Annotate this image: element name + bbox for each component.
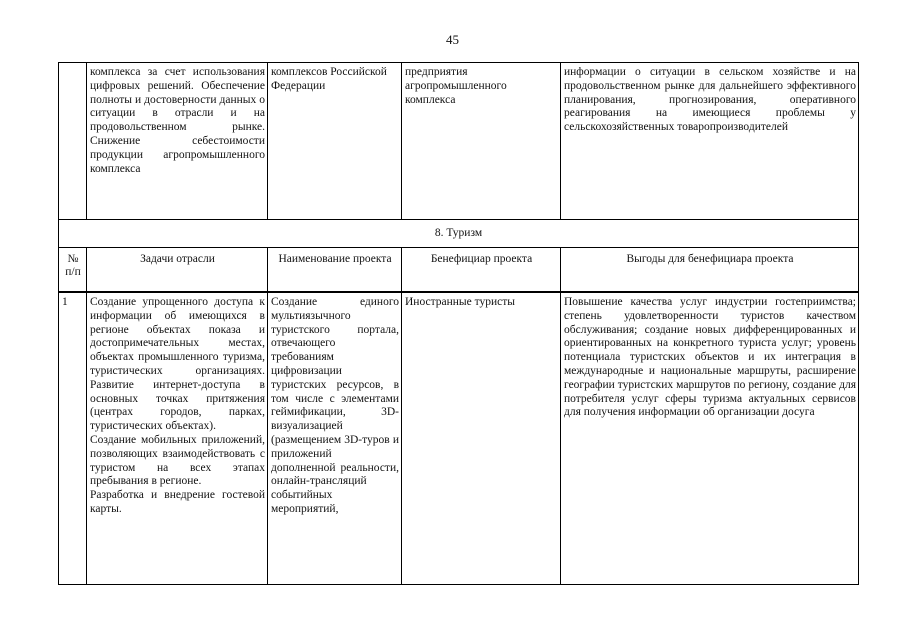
cell-tasks xyxy=(87,293,268,585)
projects-table xyxy=(58,62,859,585)
header-num: № п/п xyxy=(59,248,87,292)
cell-project: Создание единого мультиязычного туристского портала, отвечающего требованиям цифровизации туристских ресурсов, в том числе с элементами геймификации, 3D-визуализацией (размещением 3D-туров и приложений дополненной реальности, онлайн-трансляций событийных мероприятий, xyxy=(268,293,402,585)
task-paragraph: Создание упрощенного доступа к информации об имеющихся в регионе объектах показа и достопримечательных местах, объектах промышленного туризма, туристических организациях. Развитие интернет-доступа в основных точках притяжения (центрах городов, парках, туристических объектах). xyxy=(90,296,265,433)
table-row-continuation xyxy=(59,63,859,220)
cell-benefits: информации о ситуации в сельском хозяйстве и на продовольственном рынке для дальнейшего эффективного планирования, прогнозирования, оперативного реагирования на имеющиеся проблемы у сельскохозяйственных товаропроизводителей xyxy=(561,63,859,220)
table-row xyxy=(59,293,859,585)
cell-benefits: Повышение качества услуг индустрии гостеприимства; степень удовлетворенности туристов качеством обслуживания; создание новых дифференцированных и ориентированных на конкретного туриста услуг; уровень потенциала туристских объектов и их интеграция в международные и национальные маршруты, расширение географии туристских маршрутов по региону, создание для потребителя услуг сферы туризма актуальных сервисов для получения информации об организации досуга xyxy=(561,293,859,585)
cell-beneficiary: предприятия агропромышленного комплекса xyxy=(402,63,561,220)
section-row xyxy=(59,220,859,248)
cell-beneficiary: Иностранные туристы xyxy=(402,293,561,585)
cell-tasks: комплекса за счет использования цифровых решений. Обеспечение полноты и достоверности данных о ситуации в отрасли и на продовольственном рынке. Снижение себестоимости продукции агропромышленного комплекса xyxy=(87,63,268,220)
header-benefits: Выгоды для бенефициара проекта xyxy=(561,248,859,292)
cell-num xyxy=(59,63,87,220)
table-header-row xyxy=(59,248,859,292)
task-paragraph: Разработка и внедрение гостевой карты. xyxy=(90,489,265,515)
header-tasks: Задачи отрасли xyxy=(87,248,268,292)
task-paragraph: Создание мобильных приложений, позволяющих взаимодействовать с туристом на всех этапах пребывания в регионе. xyxy=(90,433,265,488)
header-beneficiary: Бенефициар проекта xyxy=(402,248,561,292)
cell-num: 1 xyxy=(59,293,87,585)
cell-project: комплексов Российской Федерации xyxy=(268,63,402,220)
page-number: 45 xyxy=(446,32,459,47)
header-project: Наименование проекта xyxy=(268,248,402,292)
section-title: 8. Туризм xyxy=(59,220,859,248)
